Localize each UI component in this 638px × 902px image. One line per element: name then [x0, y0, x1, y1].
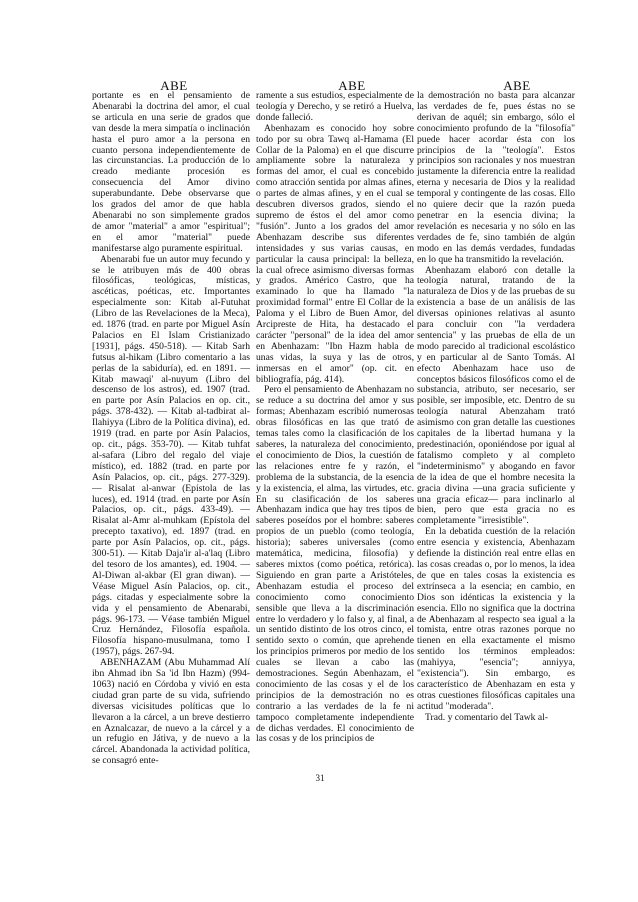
paragraph: Abenhazam elaboró con detalle la teología natural, tratando de la naturaleza de Dios y de las pruebas de su existencia a base de un análisis de las diversas opiniones relativas al asunto para concluir con "la verdadera sentencia" y las pruebas de ella de un modo parecido al tradicional escolástico y en particular al de Santo Tomás. Al efecto Abenhazam hace uso de conceptos básicos filosóficos como el de substancia, atributo, ser necesario, ser posible, ser imposible, etc. Dentro de su teología natural Abenzaham trató asimismo con gran detalle las cuestiones capitales de la libertad humana y la predestinación, oponiéndose por igual al fatalismo completo y al completo "indeterminismo" y abogando en favor de la idea de que el hombre necesita la gracia divina —una gracia suficiente y una gracia eficaz— para inclinarlo al bien, pero que esta gracia no es completamente "irresistible". [417, 264, 575, 527]
paragraph: la demostración no basta para alcanzar las verdades de fe, pues éstas no se derivan de aquél; sin embargo, sólo el conocimiento profundo de la "filosofía" puede hacer acordar ésta con los principios de la "teología". Estos principios son racionales y nos muestran justamente la diferencia entre la realidad eterna y necesaria de Dios y la realidad temporal y contingente de las cosas. Ello no quiere decir que la razón pueda penetrar en la esencia divina; la revelación es necesaria y no sólo en las verdades de fe, sino también de algún modo en las demás verdades, fundadas en lo que ha transmitido la revelación. [417, 90, 575, 265]
paragraph: portante es en el pensamiento de Abenarabi la doctrina del amor, el cual se articula en una serie de grados que van desde la mera simpatía o inclinación hasta el puro amor a la persona en cuanto persona independientemente de las circunstancias. La producción de lo creado mediante procesión es consecuencia del Amor divino superabundante. Debe observarse que los grados del amor de que habla Abenarabi no son simplemente grados de amor "material" a amor "espiritual"; en el amor "material" puede manifestarse algo puramente espiritual. [92, 90, 250, 254]
text-column-2 [256, 91, 414, 745]
paragraph: ramente a sus estudios, especialmente de teología y Derecho, y se retiró a Huelva, donde falleció. [256, 90, 414, 123]
paragraph: En la debatida cuestión de la relación entre esencia y existencia, Abenhazam defiende la distinción real entre ellas en las cosas creadas o, por lo menos, la idea de que en tales cosas la existencia es extrínseca a la esencia; en cambio, en Dios son idénticas la existencia y la esencia. Ello no significa que la doctrina de Abenhazam al respecto sea igual a la tomista, entre otras razones porque no tienen en ella exactamente el mismo sentido los términos empleados: (mahiyya, "esencia"; anniyya, "existencia"). Sin embargo, es característico de Abenhazam en esta y otras cuestiones filosóficas capitales una actitud "moderada". [417, 526, 575, 712]
paragraph: Pero el pensamiento de Abenhazam no se reduce a su doctrina del amor y sus formas; Abenhazam escribió numerosas obras filosóficas en las que trató de temas tales como la clasificación de los saberes, la naturaleza del conocimiento, el conocimiento de Dios, la cuestión de las relaciones entre fe y razón, el problema de la substancia, de la esencia y la existencia, el alma, las virtudes, etc. En su clasificación de los saberes Abenhazam indica que hay tres tipos de saberes poseídos por el hombre: saberes propios de un pueblo (como teología, historia); saberes universales (como matemática, medicina, filosofía) y saberes mixtos (como poética, retórica). Siguiendo en gran parte a Aristóteles, Abenhazam estudia el proceso del conocimiento como conocimiento sensible que lleva a la discriminación entre lo verdadero y lo falso y, al final, a un sentido distinto de los otros cinco, el sentido sexto o común, que aprehende los principios primeros por medio de los cuales se llevan a cabo las demostraciones. Según Abenhazam, el conocimiento de las cosas y el de los principios de la demostración no es contrario a las verdades de la fe ni tampoco completamente independiente de dichas verdades. El conocimiento de las cosas y de los principios de [256, 384, 414, 745]
text-column-1 [92, 91, 250, 767]
text-column-3 [417, 91, 575, 724]
running-header-center: ABE [338, 78, 366, 93]
paragraph: Abenarabi fue un autor muy fecundo y se le atribuyen más de 400 obras filosóficas, teológicas, místicas, ascéticas, poéticas, etc. Importantes especialmente son: Kitab al-Futuhat (Libro de las Revelaciones de la Meca), ed. 1876 (trad. en parte por Miguel Asín Palacios en El Islam Cristianizado [1931], págs. 450-518). — Kitab Sarh futsus al-hikam (Libro comentario a las perlas de la sabiduría), ed. en 1891. — Kitab mawaqi' al-nuyum (Libro del descenso de los astros), ed. 1907 (trad. en parte por Asín Palacios en op. cit., págs. 378-432). — Kitab al-tadbirat al-Ilahiyya (Libro de la Política divina), ed. 1919 (trad. en parte por Asín Palacios, op. cit., págs. 353-70). — Kitab tuhfat al-safara (Libro del regalo del viaje místico), ed. 1882 (trad. en parte por Asín Palacios, op. cit., págs. 277-329). — Risalat al-anwar (Epístola de las luces), ed. 1914 (trad. en parte por Asín Palacios, op. cit., págs. 433-49). — Risalat al-Amr al-muhkam (Epístola del precepto taxativo), ed. 1897 (trad. en parte por Asín Palacios, op. cit., págs. 300-51). — Kitab Daja'ir al-a'laq (Libro del tesoro de los amantes), ed. 1904. — Al-Diwan al-akbar (El gran diwan). — Véase Miguel Asín Palacios, op. cit., págs. citadas y especialmente sobre la vida y el pensamiento de Abenarabi, págs. 96-173. — Véase también Miguel Cruz Hernández, Filosofía española. Filosofía hispano-musulmana, tomo I (1957), págs. 267-94. [92, 253, 250, 658]
running-header-right: ABE [503, 78, 531, 93]
paragraph: Abenhazam es conocido hoy sobre todo por su obra Tawq al-Hamama (El Collar de la Paloma) en el que discurre ampliamente sobre la naturaleza y formas del amor, el cual es concebido como atracción sentida por almas afines, o partes de almas afines, y en el cual se descubren diversos grados, siendo el supremo de éstos el del amor como "fusión". Junto a los grados del amor Abenhazam describe sus diferentes intensidades y sus varias causas, en particular la causa principal: la belleza, la cual ofrece asimismo diversas formas y grados. Américo Castro, que ha examinado lo que ha llamado "la proximidad formal" entre El Collar de la Paloma y el Libro de Buen Amor, del Arcipreste de Hita, ha destacado el carácter "personal" de la idea del amor en Abenhazam: "Ibn Hazm habla de unas vidas, la suya y las de otros, inmersas en el amor" (op. cit. en bibliografía, pág. 414). [256, 122, 414, 385]
running-header-left: ABE [160, 78, 188, 93]
paragraph: ABENHAZAM (Abu Muhammad Alí ibn Ahmad ibn Sa 'id Ibn Hazm) (994-1063) nació en Córdoba y vivió en esta ciudad gran parte de su vida, sufriendo diversas vicisitudes políticas que lo llevaron a la cárcel, a un breve destierro en Aznalcazar, de nuevo a la cárcel y a un refugio en Játiva, y de nuevo a la cárcel. Abandonada la actividad política, se consagró ente- [92, 657, 250, 767]
paragraph: Trad. y comentario del Tawk al- [425, 711, 548, 723]
page-number: 31 [315, 773, 325, 783]
